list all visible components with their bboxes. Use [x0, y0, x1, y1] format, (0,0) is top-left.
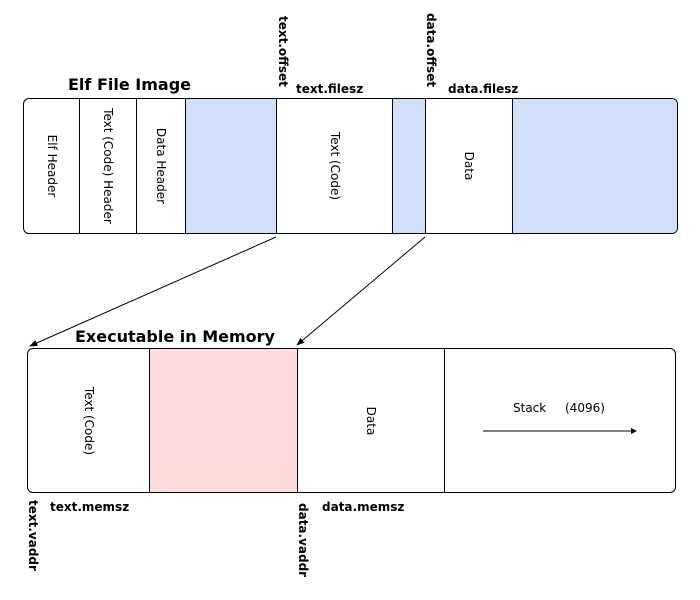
- text-filesz-label: text.filesz: [296, 82, 364, 96]
- mem-data-text: Data: [364, 406, 378, 435]
- text-vaddr-label: text.vaddr: [26, 500, 40, 571]
- mem-data-segment: [297, 349, 444, 492]
- data-filesz-label: data.filesz: [448, 82, 519, 96]
- data-memsz-label: data.memsz: [322, 500, 405, 514]
- stack-label: Stack: [513, 401, 547, 415]
- data-offset-label: data.offset: [424, 13, 438, 88]
- data-header-text: Data Header: [154, 127, 168, 205]
- elf-file-image-title: Elf File Image: [68, 75, 191, 94]
- stack-growth-arrow: [481, 425, 641, 437]
- mem-text-segment: [28, 349, 149, 492]
- text-code-text: Text (Code): [327, 131, 342, 201]
- data-mapping-arrow: [297, 237, 425, 345]
- text-offset-label: text.offset: [276, 16, 290, 87]
- elf-header-text: Elf Header: [44, 134, 59, 198]
- mem-gap-segment: [149, 349, 297, 492]
- text-header-text: Text (Code) Header: [101, 108, 115, 224]
- executable-in-memory-title: Executable in Memory: [75, 327, 275, 346]
- data-vaddr-label: data.vaddr: [296, 503, 310, 578]
- data-text: Data: [462, 151, 476, 181]
- mem-text-code-text: Text (Code): [81, 386, 96, 455]
- stack-size-label: (4096): [565, 401, 605, 415]
- text-memsz-label: text.memsz: [50, 500, 130, 514]
- executable-memory-box: [27, 348, 676, 493]
- stack-segment: [444, 349, 675, 492]
